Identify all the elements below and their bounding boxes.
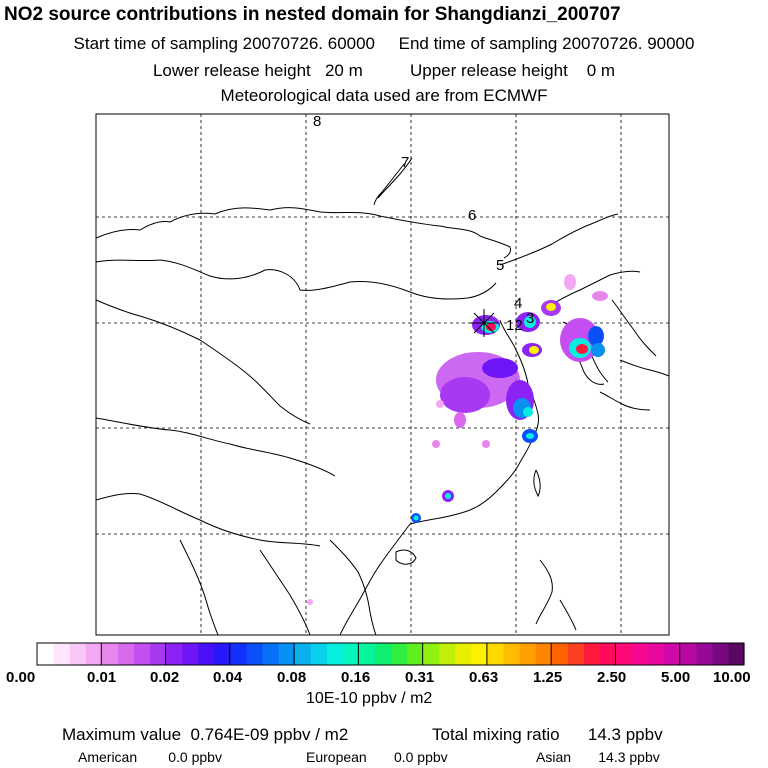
met-data-note: Meteorological data used are from ECMWF xyxy=(220,86,548,105)
colorbar-swatch xyxy=(471,643,488,665)
asian-contribution: Asian 14.3 ppbv xyxy=(536,749,660,765)
colorbar-swatch xyxy=(439,643,456,665)
colorbar-swatch xyxy=(567,643,584,665)
colorbar-swatch xyxy=(214,643,231,665)
colorbar-swatch xyxy=(182,643,199,665)
colorbar-swatch xyxy=(198,643,215,665)
colorbar-swatch xyxy=(101,643,118,665)
lower-height: Lower release height 20 m xyxy=(152,61,363,80)
trajectory-label: 4 xyxy=(514,295,523,312)
colorbar-tick: 10.00 xyxy=(713,669,751,686)
end-time: End time of sampling 20070726. 90000 xyxy=(398,34,695,53)
american-contribution: American 0.0 ppbv xyxy=(78,749,222,765)
trajectory-label: 8 xyxy=(313,113,322,130)
colorbar-swatch xyxy=(391,643,408,665)
colorbar-swatch xyxy=(583,643,600,665)
max-value: Maximum value 0.764E-09 ppbv / m2 xyxy=(62,725,349,744)
colorbar-swatch xyxy=(535,643,552,665)
colorbar-swatch xyxy=(358,643,375,665)
upper-height: Upper release height 0 m xyxy=(409,61,616,80)
colorbar-swatch xyxy=(117,643,134,665)
colorbar-swatch xyxy=(294,643,311,665)
european-contribution: European 0.0 ppbv xyxy=(306,749,448,765)
colorbar-tick: 0.16 xyxy=(341,669,371,686)
colorbar-swatch xyxy=(728,643,745,665)
trajectory-label: 12 xyxy=(506,317,523,334)
colorbar-swatch xyxy=(696,643,713,665)
colorbar-swatch xyxy=(85,643,102,665)
trajectory-label: 7 xyxy=(401,154,410,171)
colorbar-swatch xyxy=(326,643,343,665)
sampling-times xyxy=(0,34,768,54)
colorbar-tick: 0.31 xyxy=(405,669,435,686)
colorbar-swatch xyxy=(648,643,665,665)
colorbar-swatch xyxy=(342,643,359,665)
colorbar-swatch xyxy=(680,643,697,665)
colorbar-swatch xyxy=(632,643,649,665)
colorbar-swatch xyxy=(551,643,568,665)
colorbar-swatch xyxy=(664,643,681,665)
total-mixing-ratio: Total mixing ratio 14.3 ppbv xyxy=(432,725,663,744)
trajectory-label: 5 xyxy=(496,257,505,274)
colorbar-swatch xyxy=(69,643,86,665)
colorbar-tick: 0.04 xyxy=(213,669,243,686)
colorbar-swatch xyxy=(246,643,263,665)
colorbar-swatch xyxy=(407,643,424,665)
colorbar-swatch xyxy=(455,643,472,665)
colorbar-swatch xyxy=(503,643,520,665)
colorbar-tick: 1.25 xyxy=(533,669,563,686)
colorbar-swatch xyxy=(310,643,327,665)
colorbar-tick: 2.50 xyxy=(597,669,627,686)
colorbar-swatch xyxy=(262,643,279,665)
start-time: Start time of sampling 20070726. 60000 xyxy=(73,34,376,53)
release-heights xyxy=(0,61,768,81)
colorbar-swatch xyxy=(230,643,247,665)
colorbar-swatch xyxy=(712,643,729,665)
page-title: NO2 source contributions in nested domain for Shangdianzi_200707 xyxy=(4,4,621,25)
receptor-marker xyxy=(470,309,498,337)
trajectory-label: 3 xyxy=(526,310,535,327)
colorbar-swatch xyxy=(278,643,295,665)
colorbar-swatch xyxy=(487,643,504,665)
colorbar-swatch xyxy=(423,643,440,665)
colorbar-swatch xyxy=(599,643,616,665)
colorbar-swatch xyxy=(149,643,166,665)
colorbar-tick: 0.00 xyxy=(6,669,36,686)
colorbar-swatch xyxy=(374,643,391,665)
colorbar-tick: 0.63 xyxy=(469,669,499,686)
colorbar-swatch xyxy=(166,643,183,665)
colorbar-swatch xyxy=(53,643,70,665)
colorbar-tick: 0.08 xyxy=(277,669,307,686)
colorbar-swatch xyxy=(615,643,632,665)
colorbar-swatch xyxy=(133,643,150,665)
colorbar-tick: 0.02 xyxy=(150,669,180,686)
trajectory-label: 6 xyxy=(468,207,477,224)
colorbar-tick: 5.00 xyxy=(661,669,691,686)
colorbar-tick: 0.01 xyxy=(87,669,117,686)
colorbar-swatch xyxy=(37,643,54,665)
colorbar xyxy=(37,643,745,665)
colorbar-swatch xyxy=(519,643,536,665)
colorbar-unit: 10E-10 ppbv / m2 xyxy=(306,690,433,707)
